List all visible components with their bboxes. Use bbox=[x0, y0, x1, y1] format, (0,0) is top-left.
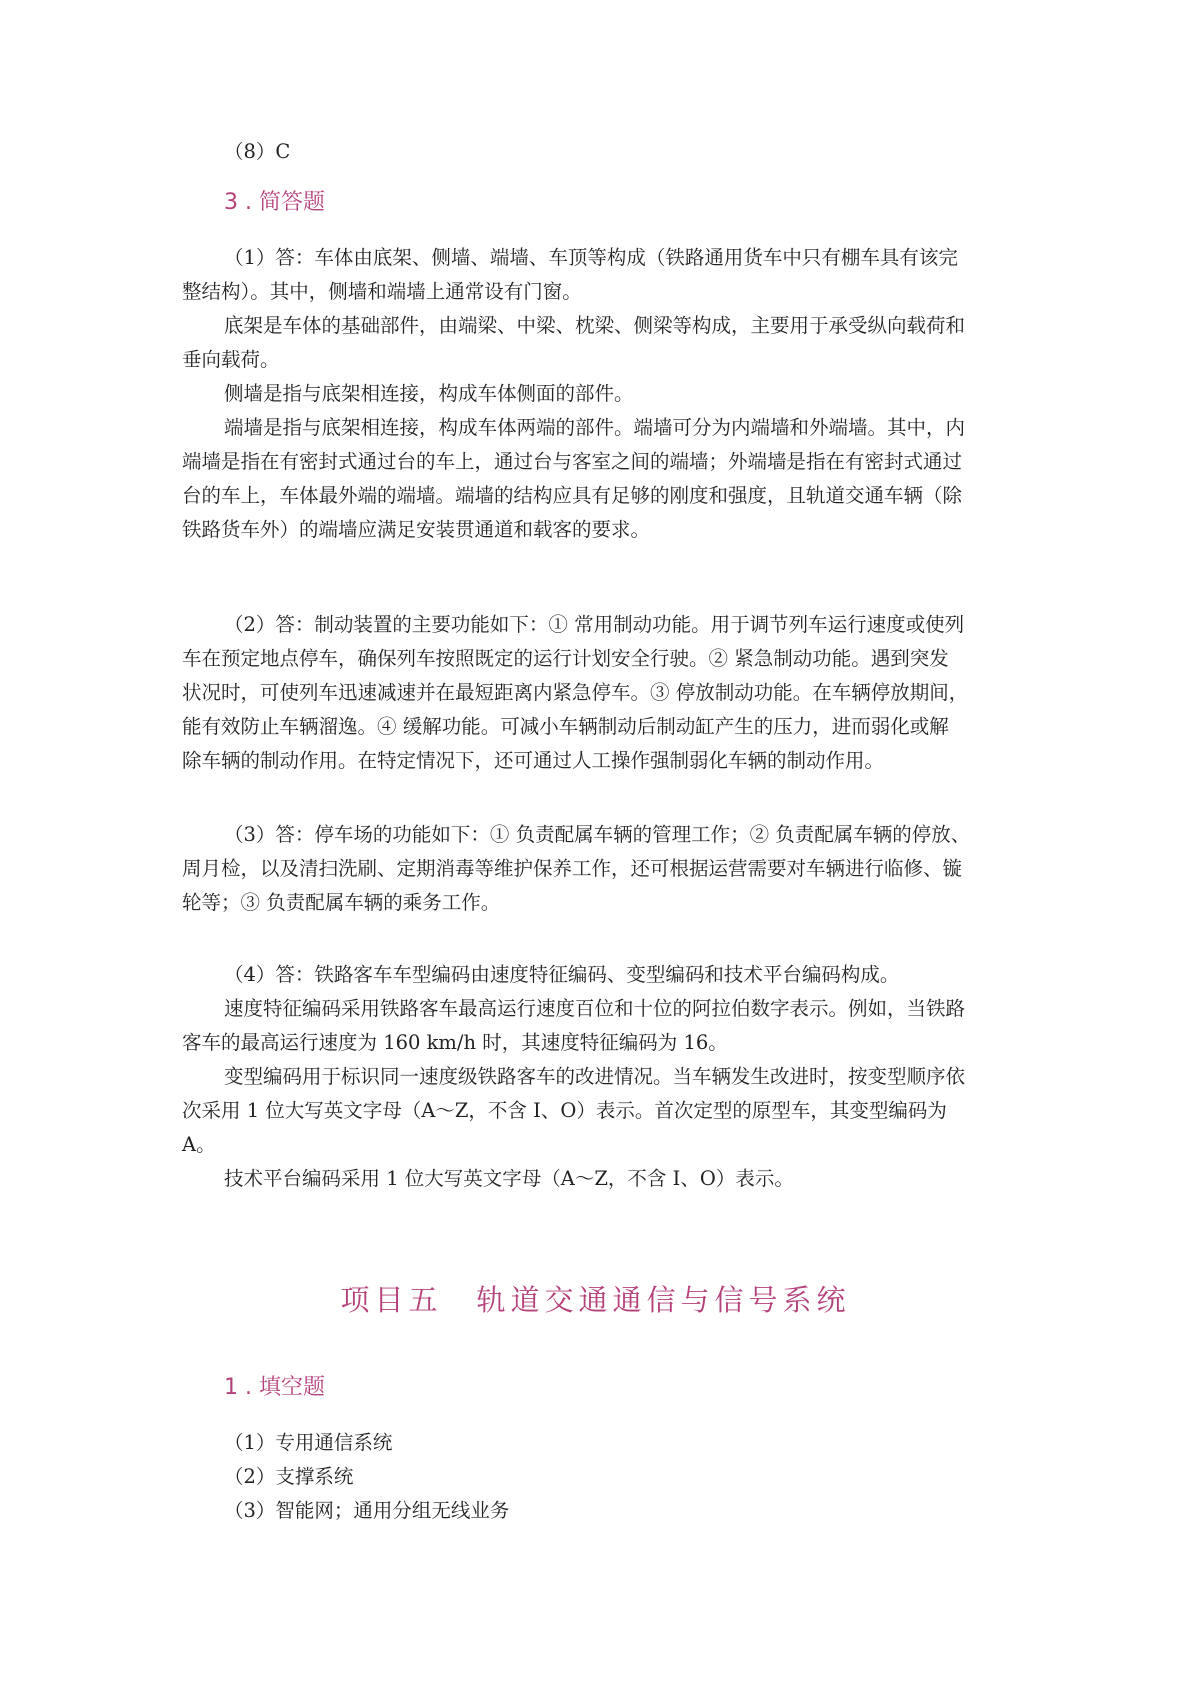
project-title: 项目五 轨道交通通信与信号系统 bbox=[340, 1283, 851, 1317]
answer-item-8 bbox=[182, 135, 1022, 169]
paragraph-line: 铁路货车外）的端墙应满足安装贯通道和载客的要求。 bbox=[182, 518, 651, 541]
paragraph-line: 变型编码用于标识同一速度级铁路客车的改进情况。当车辆发生改进时，按变型顺序依 bbox=[224, 1065, 966, 1088]
paragraph-line: （2）答：制动装置的主要功能如下：① 常用制动功能。用于调节列车运行速度或使列 bbox=[224, 613, 965, 636]
paragraph-line: 侧墙是指与底架相连接，构成车体侧面的部件。 bbox=[224, 382, 634, 405]
paragraph-line: （1）答：车体由底架、侧墙、端墙、车顶等构成（铁路通用货车中只有棚车具有该完 bbox=[224, 246, 958, 269]
answer-text: （8）C bbox=[224, 140, 291, 163]
paragraph-line: 除车辆的制动作用。在特定情况下，还可通过人工操作强制弱化车辆的制动作用。 bbox=[182, 749, 885, 772]
fill-answers-block bbox=[182, 1426, 1022, 1528]
paragraph-line: 技术平台编码采用 1 位大写英文字母（A～Z，不含 I、O）表示。 bbox=[224, 1167, 794, 1190]
paragraph-line: 速度特征编码采用铁路客车最高运行速度百位和十位的阿拉伯数字表示。例如，当铁路 bbox=[224, 997, 966, 1020]
paragraph-line: 底架是车体的基础部件，由端梁、中梁、枕梁、侧梁等构成，主要用于承受纵向载荷和 bbox=[224, 314, 966, 337]
paragraph-line: 端墙是指与底架相连接，构成车体两端的部件。端墙可分为内端墙和外端墙。其中，内 bbox=[224, 416, 966, 439]
paragraph-line: A。 bbox=[182, 1133, 216, 1156]
paragraph-line: 能有效防止车辆溜逸。④ 缓解功能。可减小车辆制动后制动缸产生的压力，进而弱化或解 bbox=[182, 715, 949, 738]
list-item: （1）专用通信系统 bbox=[224, 1431, 393, 1454]
paragraph-line: 台的车上，车体最外端的端墙。端墙的结构应具有足够的刚度和强度，且轨道交通车辆（除 bbox=[182, 484, 963, 507]
list-item: （2）支撑系统 bbox=[224, 1465, 354, 1488]
paragraph-line: 垂向载荷。 bbox=[182, 348, 280, 371]
paragraph-line: 整结构）。其中，侧墙和端墙上通常设有门窗。 bbox=[182, 280, 582, 303]
paragraph-line: 车在预定地点停车，确保列车按照既定的运行计划安全行驶。② 紧急制动功能。遇到突发 bbox=[182, 647, 949, 670]
paragraph-line: 轮等；③ 负责配属车辆的乘务工作。 bbox=[182, 891, 501, 914]
paragraph-line: 周月检，以及清扫洗刷、定期消毒等维护保养工作，还可根据运营需要对车辆进行临修、镟 bbox=[182, 857, 963, 880]
paragraph-line: （3）答：停车场的功能如下：① 负责配属车辆的管理工作；② 负责配属车辆的停放、 bbox=[224, 823, 971, 846]
answer-4-block bbox=[182, 958, 1022, 1196]
list-item: （3）智能网；通用分组无线业务 bbox=[224, 1499, 510, 1522]
answer-3-block bbox=[182, 818, 1022, 920]
answer-1-block bbox=[182, 241, 1022, 547]
paragraph-line: 次采用 1 位大写英文字母（A～Z，不含 I、O）表示。首次定型的原型车，其变型编码为 bbox=[182, 1099, 947, 1122]
paragraph-line: 端墙是指在有密封式通过台的车上，通过台与客室之间的端墙；外端墙是指在有密封式通过 bbox=[182, 450, 963, 473]
paragraph-line: 客车的最高运行速度为 160 km/h 时，其速度特征编码为 16。 bbox=[182, 1031, 728, 1054]
paragraph-line: 状况时，可使列车迅速减速并在最短距离内紧急停车。③ 停放制动功能。在车辆停放期间， bbox=[182, 681, 969, 704]
section-heading-fill-blank: 1 . 填空题 bbox=[224, 1375, 325, 1400]
paragraph-line: （4）答：铁路客车车型编码由速度特征编码、变型编码和技术平台编码构成。 bbox=[224, 963, 900, 986]
section-heading-short-answer: 3 . 简答题 bbox=[224, 190, 325, 215]
answer-2-block bbox=[182, 608, 1022, 778]
